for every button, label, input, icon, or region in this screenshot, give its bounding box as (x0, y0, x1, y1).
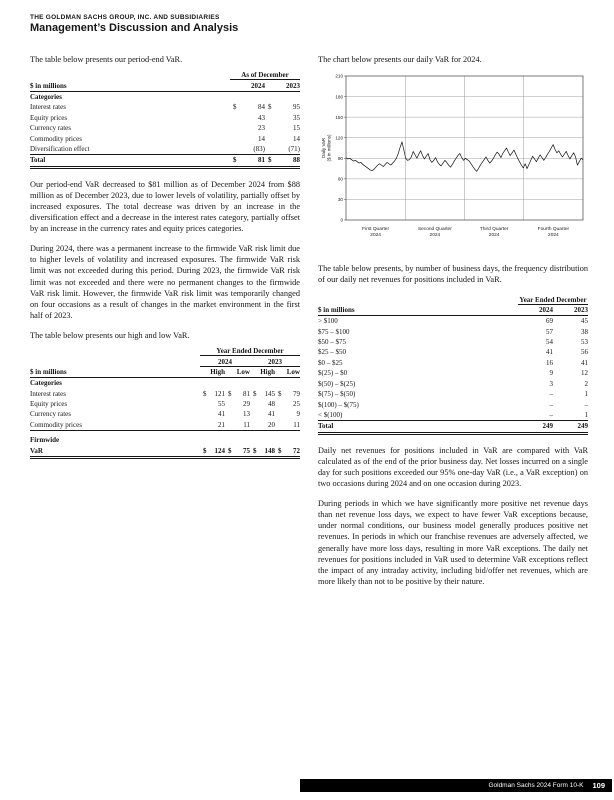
table-row (318, 368, 588, 378)
value-cell: 72 (285, 446, 300, 458)
value-cell: – (549, 400, 553, 409)
column-header: 2023 (276, 80, 300, 91)
cell (30, 346, 200, 356)
value-cell: 14 (258, 134, 265, 143)
currency-symbol-cell: $ (233, 103, 237, 112)
table-row (30, 399, 300, 409)
value-cell: 75 (235, 446, 250, 458)
cell (30, 356, 200, 366)
value-cell: 2 (584, 379, 588, 388)
table-row (30, 144, 300, 155)
two-column-layout (30, 54, 588, 596)
table-row (30, 91, 300, 102)
currency-symbol-cell (518, 421, 529, 433)
value-cell: 55 (218, 400, 225, 409)
value-cell: (71) (276, 144, 300, 155)
table-row (30, 155, 300, 167)
column-group-header: 2023 (250, 356, 300, 366)
currency-symbol-cell (250, 420, 260, 431)
period-end-var-table (30, 70, 300, 169)
value-cell: 13 (243, 410, 250, 419)
cell (30, 70, 230, 80)
row-label: Total (30, 155, 230, 167)
row-label: $(75) – $(50) (318, 390, 356, 399)
table-row (30, 133, 300, 143)
value-cell: 16 (546, 358, 553, 367)
currency-symbol-cell (275, 420, 285, 431)
column-group-header: Year Ended December (519, 295, 587, 304)
row-label: VaR (30, 446, 200, 458)
table-row (30, 388, 300, 398)
cell (275, 366, 285, 377)
row-label: Commodity prices (30, 420, 200, 431)
row-label: Currency rates (30, 410, 72, 419)
page-footer (300, 779, 612, 792)
value-cell: 121 (214, 389, 225, 398)
column-group-header: As of December (230, 70, 300, 80)
value-cell: 48 (268, 400, 275, 409)
cell (230, 80, 241, 91)
period-end-var-intro: The table below presents our period-end VaR. (30, 55, 183, 64)
value-cell: 95 (293, 103, 300, 112)
currency-symbol-cell (200, 399, 210, 409)
unit-label: $ in millions (318, 304, 518, 315)
currency-symbol-cell (230, 144, 241, 155)
currency-symbol-cell (225, 420, 235, 431)
x-axis-label-year: 2024 (370, 233, 381, 239)
value-cell: 41 (268, 410, 275, 419)
table-row (30, 378, 300, 389)
y-tick-label: 60 (337, 176, 343, 182)
x-axis-label: Second Quarter (417, 227, 452, 233)
value-cell: 249 (529, 421, 553, 433)
table-row (30, 446, 300, 458)
value-cell: 1 (584, 390, 588, 399)
footer-page-number: 109 (592, 781, 605, 790)
currency-symbol-cell (518, 389, 529, 399)
row-label: $25 – $50 (318, 348, 346, 357)
value-cell: 20 (260, 420, 275, 431)
row-label: Equity prices (30, 113, 68, 122)
value-cell: 249 (564, 421, 588, 433)
currency-symbol-cell (250, 399, 260, 409)
table-row (30, 435, 300, 445)
y-tick-label: 150 (335, 114, 343, 120)
column-header: Low (236, 367, 250, 376)
table-row (318, 326, 588, 336)
value-cell: 88 (276, 155, 300, 167)
value-cell: 81 (243, 389, 250, 398)
row-label: Categories (30, 379, 62, 388)
currency-symbol-cell (518, 358, 529, 368)
row-label: Firmwide (30, 436, 60, 445)
y-tick-label: 0 (340, 217, 343, 223)
company-name: THE GOLDMAN SACHS GROUP, INC. AND SUBSIDIARIES (30, 14, 220, 21)
table-row (318, 304, 588, 315)
value-cell: 21 (210, 420, 225, 431)
currency-symbol-cell: $ (268, 103, 272, 112)
row-label: < $(100) (318, 410, 518, 421)
right-column (318, 54, 588, 596)
currency-symbol-cell (553, 379, 564, 389)
currency-symbol-cell (518, 368, 529, 378)
currency-symbol-cell (553, 337, 564, 347)
x-axis-label-year: 2024 (488, 233, 500, 239)
currency-symbol-cell (553, 399, 564, 409)
value-cell: 23 (258, 124, 265, 133)
cell (553, 304, 564, 315)
table-row (30, 420, 300, 431)
table-row (30, 123, 300, 133)
currency-symbol-cell: $ (253, 389, 257, 398)
x-axis-label: Third Quarter (479, 227, 509, 233)
value-cell: 15 (293, 124, 300, 133)
value-cell: 79 (293, 389, 300, 398)
y-tick-label: 210 (335, 73, 343, 79)
table-row (30, 356, 300, 366)
page-content (30, 14, 588, 596)
row-label: Total (318, 421, 518, 433)
value-cell: 12 (581, 369, 588, 378)
currency-symbol-cell (553, 389, 564, 399)
value-cell: 57 (546, 327, 553, 336)
column-header: High (260, 367, 275, 376)
cell (250, 366, 260, 377)
table-row (30, 346, 300, 356)
table-row (318, 358, 588, 368)
table-row (318, 379, 588, 389)
value-cell: 145 (264, 389, 275, 398)
period-end-var-paragraph: Our period-end VaR decreased to $81 million as of December 2024 from $88 million as of December 2023, due to lower levels of volatility, partially offset by increased exposures. The total decrease was driven by an increase in the diversification effect and a decrease in the interest rates category, partially offset by an increase in the currency rates and equity prices categories. (30, 179, 300, 234)
y-tick-label: 90 (337, 156, 343, 162)
table-row (30, 102, 300, 112)
value-cell: 9 (296, 410, 300, 419)
value-cell: 41 (218, 410, 225, 419)
value-cell: (83) (241, 144, 265, 155)
currency-symbol-cell (553, 326, 564, 336)
currency-symbol-cell (230, 123, 241, 133)
var-exceptions-discussion-paragraph: During periods in which we have significantly more positive net revenue days than net revenue loss days, we expect to have fewer VaR exceptions because, under normal conditions, our business model generally produces positive net revenues. In periods in which our franchise revenues are adversely affected, we generally have more loss days, resulting in more VaR exceptions. The daily net revenues for positions included in VaR used to determine VaR exceptions reflect the impact of any intraday activity, including bid/offer net revenues, which are more likely than not to be positive by their nature. (318, 499, 588, 586)
table-row (30, 366, 300, 377)
section-title: Management’s Discussion and Analysis (30, 22, 239, 34)
table-row (318, 347, 588, 357)
y-tick-label: 180 (335, 94, 343, 100)
currency-symbol-cell (230, 133, 241, 143)
cell (318, 294, 518, 304)
currency-symbol-cell: $ (225, 446, 235, 458)
currency-symbol-cell (518, 326, 529, 336)
row-label: Interest rates (30, 103, 66, 112)
left-column (30, 54, 300, 596)
empty-cell (230, 91, 300, 102)
currency-symbol-cell: $ (228, 389, 232, 398)
row-label: Equity prices (30, 400, 68, 409)
cell (265, 80, 276, 91)
value-cell: 38 (581, 327, 588, 336)
currency-symbol-cell: $ (200, 446, 210, 458)
column-header: Low (286, 367, 300, 376)
currency-symbol-cell: $ (230, 155, 241, 167)
currency-symbol-cell (265, 144, 276, 155)
daily-var-chart-svg (318, 70, 588, 250)
table-row (30, 80, 300, 91)
footer-doc-title: Goldman Sachs 2024 Form 10-K (488, 782, 584, 789)
currency-symbol-cell (518, 315, 529, 326)
currency-symbol-cell: $ (250, 446, 260, 458)
y-tick-label: 120 (335, 135, 343, 141)
row-label: $(50) – $(25) (318, 379, 356, 388)
x-axis-label: First Quarter (362, 227, 390, 233)
var-exception-paragraph: Daily net revenues for positions included in VaR are compared with VaR calculated as of the end of the prior business day. Net losses incurred on a single day for such positions exceeded our 95% one-day VaR (i.e., a VaR exception) on two occasions during 2024 and on one occasion during 2023. (318, 445, 588, 488)
currency-symbol-cell (275, 409, 285, 419)
value-cell: 1 (564, 410, 588, 421)
currency-symbol-cell: $ (278, 389, 282, 398)
currency-symbol-cell (250, 409, 260, 419)
value-cell: – (584, 400, 588, 409)
row-label: Commodity prices (30, 134, 82, 143)
currency-symbol-cell (518, 379, 529, 389)
value-cell: 35 (293, 113, 300, 122)
daily-var-line-chart (318, 70, 588, 255)
currency-symbol-cell (553, 368, 564, 378)
column-group-header: 2024 (200, 356, 250, 366)
currency-symbol-cell (553, 315, 564, 326)
value-cell: 54 (546, 338, 553, 347)
x-axis-label-year: 2024 (548, 233, 559, 239)
currency-symbol-cell (225, 399, 235, 409)
value-cell: 81 (241, 155, 265, 167)
row-label: $(100) – $(75) (318, 400, 359, 409)
value-cell: 45 (581, 317, 588, 326)
high-low-var-intro: The table below presents our high and low VaR. (30, 331, 190, 341)
cell (225, 366, 235, 377)
currency-symbol-cell (553, 347, 564, 357)
financial-table (30, 346, 300, 459)
column-header: High (210, 367, 225, 376)
row-label: $0 – $25 (318, 358, 343, 367)
currency-symbol-cell: $ (265, 155, 276, 167)
row-label: > $100 (318, 317, 338, 326)
currency-symbol-cell (518, 410, 529, 421)
financial-table (318, 294, 588, 434)
table-row (30, 70, 300, 80)
row-label: $(25) – $0 (318, 369, 348, 378)
row-label: Interest rates (30, 389, 66, 398)
currency-symbol-cell (553, 421, 564, 433)
x-axis-label-year: 2024 (429, 233, 441, 239)
value-cell: 53 (581, 338, 588, 347)
currency-symbol-cell: $ (275, 446, 285, 458)
column-header: 2024 (529, 304, 553, 315)
table-row (318, 315, 588, 326)
currency-symbol-cell (553, 410, 564, 421)
unit-label: $ in millions (30, 366, 200, 377)
currency-symbol-cell (225, 409, 235, 419)
currency-symbol-cell (230, 113, 241, 123)
table-row (30, 409, 300, 419)
row-label: Currency rates (30, 124, 72, 133)
freq-distribution-intro: The table below presents, by number of business days, the frequency distribution of our daily net revenues for positions included in VaR. (318, 264, 588, 285)
value-cell: 11 (235, 420, 250, 431)
row-label: Diversification effect (30, 144, 230, 155)
table-row (318, 399, 588, 409)
currency-symbol-cell (200, 420, 210, 431)
currency-symbol-cell (275, 399, 285, 409)
daily-var-chart-intro: The chart below presents our daily VaR for 2024. (318, 55, 482, 64)
value-cell: 3 (549, 379, 553, 388)
table-row (318, 389, 588, 399)
currency-symbol-cell (265, 133, 276, 143)
currency-symbol-cell (553, 358, 564, 368)
value-cell: 14 (293, 134, 300, 143)
value-cell: 148 (260, 446, 275, 458)
value-cell: – (549, 390, 553, 399)
y-tick-label: 30 (337, 197, 343, 203)
value-cell: 29 (243, 400, 250, 409)
currency-symbol-cell: $ (203, 389, 207, 398)
value-cell: 69 (546, 317, 553, 326)
value-cell: 11 (285, 420, 300, 431)
financial-table (30, 70, 300, 169)
x-axis-label: Fourth Quarter (537, 227, 570, 233)
high-low-var-table (30, 346, 300, 459)
var-risk-limit-paragraph: During 2024, there was a permanent increase to the firmwide VaR risk limit due to higher levels of volatility and increased exposures. The firmwide VaR risk limit was not exceeded during this period. During 2023, the firmwide VaR risk limit was not exceeded and there were no permanent changes to the firmwide VaR risk limit. However, the firmwide VaR risk limit was temporarily changed on four occasions as a result of changes in the market environment in the first half of 2023. (30, 244, 300, 320)
currency-symbol-cell (518, 399, 529, 409)
value-cell: 9 (549, 369, 553, 378)
value-cell: – (529, 410, 553, 421)
table-row (318, 410, 588, 421)
unit-label: $ in millions (30, 80, 230, 91)
cell (200, 366, 210, 377)
cell (518, 304, 529, 315)
currency-symbol-cell (265, 123, 276, 133)
value-cell: 43 (258, 113, 265, 122)
page-header (30, 14, 588, 34)
row-label: $50 – $75 (318, 338, 346, 347)
value-cell: 41 (581, 358, 588, 367)
column-header: 2024 (241, 80, 265, 91)
column-group-header: Year Ended December (200, 346, 300, 356)
table-row (318, 337, 588, 347)
value-cell: 56 (581, 348, 588, 357)
currency-symbol-cell (200, 409, 210, 419)
table-row (318, 421, 588, 433)
currency-symbol-cell (518, 337, 529, 347)
value-cell: 124 (210, 446, 225, 458)
empty-cell (200, 378, 300, 389)
table-row (30, 113, 300, 123)
value-cell: 84 (258, 103, 265, 112)
value-cell: 41 (546, 348, 553, 357)
empty-cell (200, 435, 300, 445)
value-cell: 25 (293, 400, 300, 409)
table-row (318, 294, 588, 304)
currency-symbol-cell (518, 347, 529, 357)
row-label: Categories (30, 92, 62, 101)
column-header: 2023 (564, 304, 588, 315)
daily-net-revenues-frequency-table (318, 294, 588, 434)
y-axis-title: Daily VaR($ in millions) (321, 134, 332, 162)
currency-symbol-cell (265, 113, 276, 123)
row-label: $75 – $100 (318, 327, 350, 336)
